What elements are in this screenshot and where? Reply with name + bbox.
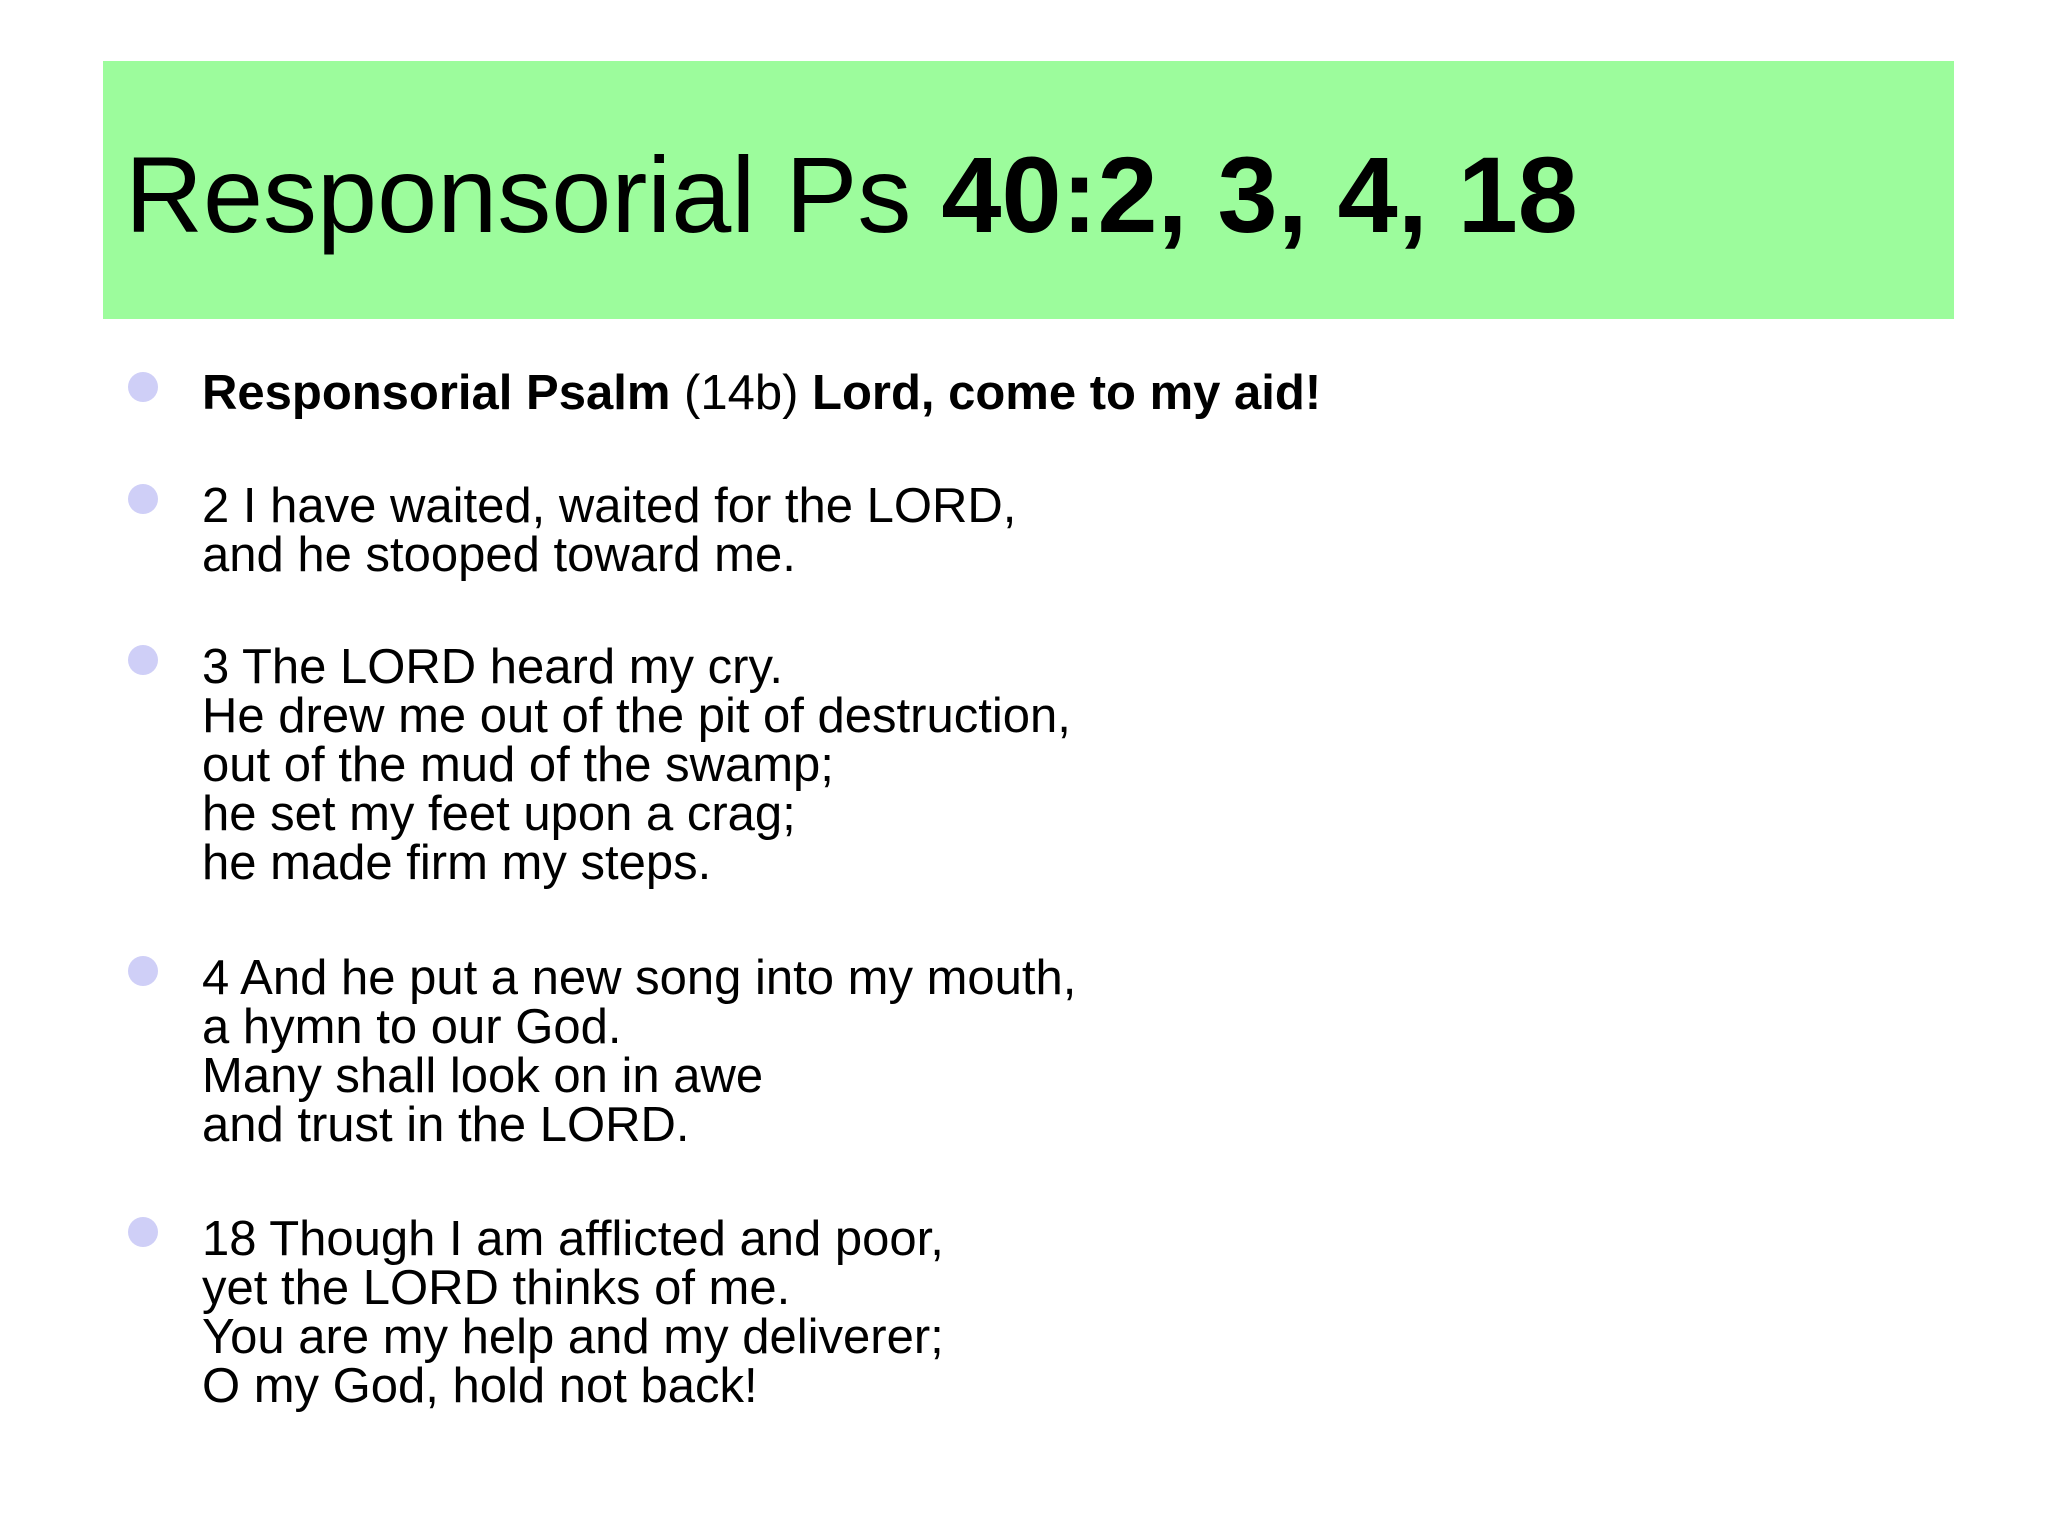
- response-line: [202, 366, 1322, 420]
- verse-line: 3 The LORD heard my cry.: [202, 640, 783, 694]
- verse-line: He drew me out of the pit of destruction,: [202, 689, 1071, 743]
- verse-line: yet the LORD thinks of me.: [202, 1261, 791, 1315]
- bullet-icon: [128, 372, 158, 402]
- title-reference: 40:2, 3, 4, 18: [941, 134, 1578, 255]
- response-text: Lord, come to my aid!: [812, 366, 1322, 420]
- verse-line: a hymn to our God.: [202, 1000, 622, 1054]
- response-label: Responsorial Psalm: [202, 366, 671, 420]
- verse-line: he made firm my steps.: [202, 836, 712, 890]
- bullet-icon: [128, 645, 158, 675]
- verse-line: and he stooped toward me.: [202, 528, 796, 582]
- verse-line: 2 I have waited, waited for the LORD,: [202, 479, 1017, 533]
- verse-line: he set my feet upon a crag;: [202, 787, 796, 841]
- slide-title: [125, 134, 1578, 255]
- verse-block: [202, 951, 1077, 1152]
- verse-block: [202, 1212, 944, 1413]
- verse-line: out of the mud of the swamp;: [202, 738, 834, 792]
- title-banner: [103, 61, 1954, 319]
- verse-line: Many shall look on in awe: [202, 1049, 764, 1103]
- verse-line: O my God, hold not back!: [202, 1359, 758, 1413]
- bullet-icon: [128, 484, 158, 514]
- verse-block: [202, 640, 1071, 890]
- verse-line: and trust in the LORD.: [202, 1098, 690, 1152]
- bullet-icon: [128, 956, 158, 986]
- verse-line: 4 And he put a new song into my mouth,: [202, 951, 1077, 1005]
- title-text: Responsorial Ps: [125, 134, 942, 255]
- verse-line: You are my help and my deliverer;: [202, 1310, 944, 1364]
- verse-block: [202, 479, 1017, 582]
- verse-line: 18 Though I am afflicted and poor,: [202, 1212, 944, 1266]
- response-ref: (14b): [670, 366, 813, 420]
- bullet-icon: [128, 1217, 158, 1247]
